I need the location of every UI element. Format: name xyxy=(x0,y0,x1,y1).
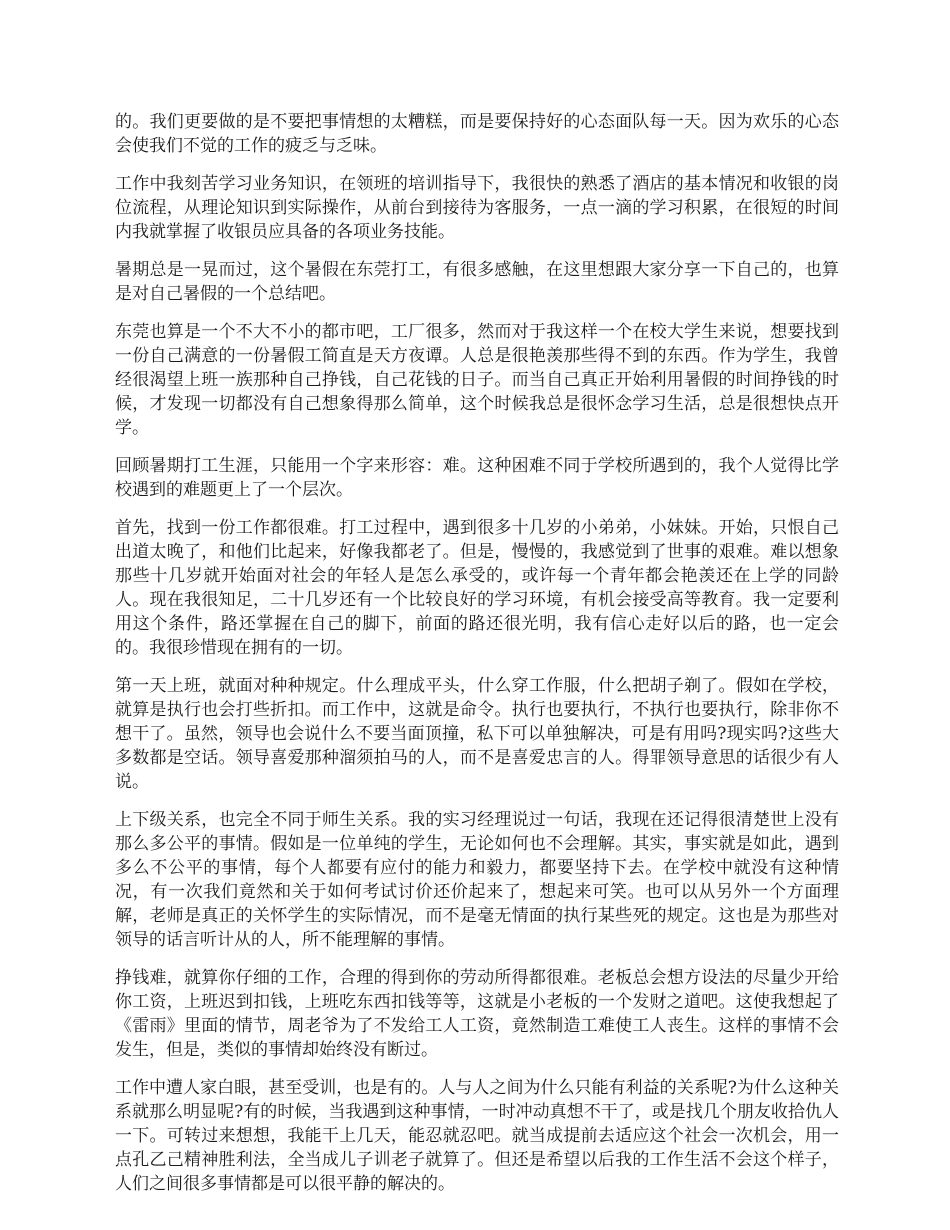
document-page xyxy=(115,110,839,1210)
paragraph-6: 首先，找到一份工作都很难。打工过程中，遇到很多十几岁的小弟弟，小妹妹。开始，只恨自己出道太晚了，和他们比起来，好像我都老了。但是，慢慢的，我感觉到了世事的艰难。难以想象那些十几岁就开始面对社会的年轻人是怎么承受的，或许每一个青年都会艳羡还在上学的同龄人。现在我很知足，二十几岁还有一个比较良好的学习环境，有机会接受高等教育。我一定要利用这个条件，路还掌握在自己的脚下，前面的路还很光明，我有信心走好以后的路，也一定会的。我很珍惜现在拥有的一切。 xyxy=(115,518,839,658)
paragraph-1: 的。我们更要做的是不要把事情想的太糟糕，而是要保持好的心态面队每一天。因为欢乐的心态会使我们不觉的工作的疲乏与乏味。 xyxy=(115,112,839,156)
paragraph-9: 挣钱难，就算你仔细的工作，合理的得到你的劳动所得都很难。老板总会想方设法的尽量少开给你工资，上班迟到扣钱，上班吃东西扣钱等等，这就是小老板的一个发财之道吧。这使我想起了《雷雨》里面的情节，周老爷为了不发给工人工资，竟然制造工难使工人丧生。这样的事情不会发生，但是，类似的事情却始终没有断过。 xyxy=(115,968,839,1060)
paragraph-4: 东莞也算是一个不大不小的都市吧，工厂很多，然而对于我这样一个在校大学生来说，想要找到一份自己满意的一份暑假工简直是天方夜谭。人总是很艳羡那些得不到的东西。作为学生，我曾经很渴望上班一族那种自己挣钱，自己花钱的日子。而当自己真正开始利用暑假的时间挣钱的时候，才发现一切都没有自己想象得那么简单，这个时候我总是很怀念学习生活，总是很想快点开学。 xyxy=(115,322,839,438)
paragraph-5: 回顾暑期打工生涯，只能用一个字来形容：难。这种困难不同于学校所遇到的，我个人觉得比学校遇到的难题更上了一个层次。 xyxy=(115,456,839,500)
paragraph-10: 工作中遭人家白眼，甚至受训，也是有的。人与人之间为什么只能有利益的关系呢?为什么这种关系就那么明显呢?有的时候，当我遇到这种事情，一时冲动真想不干了，或是找几个朋友收拾仇人一下。可转过来想想，我能干上几天，能忍就忍吧。就当成提前去适应这个社会一次机会，用一点孔乙己精神胜利法，全当成儿子训老子就算了。但还是希望以后我的工作生活不会这个样子，人们之间很多事情都是可以很平静的解决的。 xyxy=(115,1078,839,1194)
paragraph-3: 暑期总是一晃而过，这个暑假在东莞打工，有很多感触，在这里想跟大家分享一下自己的，也算是对自己暑假的一个总结吧。 xyxy=(115,260,839,304)
paragraph-8: 上下级关系，也完全不同于师生关系。我的实习经理说过一句话，我现在还记得很清楚世上没有那么多公平的事情。假如是一位单纯的学生，无论如何也不会理解。其实，事实就是如此，遇到多么不公平的事情，每个人都要有应付的能力和毅力，都要坚持下去。在学校中就没有这种情况，有一次我们竟然和关于如何考试讨价还价起来了，想起来可笑。也可以从另外一个方面理解，老师是真正的关怀学生的实际情况，而不是毫无情面的执行某些死的规定。这也是为那些对领导的话言听计从的人，所不能理解的事情。 xyxy=(115,810,839,950)
paragraph-2: 工作中我刻苦学习业务知识，在领班的培训指导下，我很快的熟悉了酒店的基本情况和收银的岗位流程，从理论知识到实际操作，从前台到接待为客服务，一点一滴的学习积累，在很短的时间内我就掌握了收银员应具备的各项业务技能。 xyxy=(115,174,839,242)
paragraph-7: 第一天上班，就面对种种规定。什么理成平头，什么穿工作服，什么把胡子剃了。假如在学校，就算是执行也会打些折扣。而工作中，这就是命令。执行也要执行，不执行也要执行，除非你不想干了。虽然，领导也会说什么不要当面顶撞，私下可以单独解决，可是有用吗?现实吗?这些大多数都是空话。领导喜爱那种溜须拍马的人，而不是喜爱忠言的人。得罪领导意思的话很少有人说。 xyxy=(115,676,839,792)
